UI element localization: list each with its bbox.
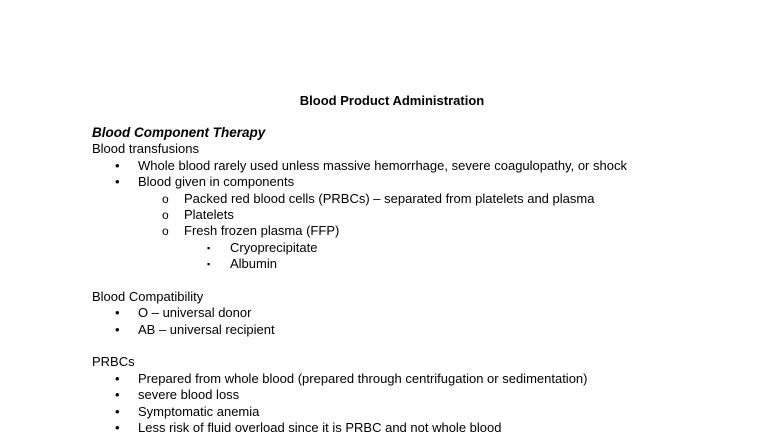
list-item-text: Whole blood rarely used unless massive hemorrhage, severe coagulopathy, or shock [138, 157, 627, 173]
bullet-marker: • [115, 403, 120, 419]
list-item-text: Cryoprecipitate [230, 239, 318, 255]
sub-bullet-marker: o [162, 224, 169, 239]
document-body [92, 125, 772, 436]
list-item [92, 371, 772, 387]
list-item [92, 223, 772, 239]
list-item [92, 207, 772, 223]
list-item [92, 305, 772, 321]
list-item-text: Prepared from whole blood (prepared through centrifugation or sedimentation) [138, 370, 588, 386]
list-item [92, 158, 772, 174]
list-item [92, 174, 772, 190]
list-item-text: Albumin [230, 256, 277, 272]
bullet-marker: • [115, 321, 120, 337]
bullet-marker: • [115, 370, 120, 386]
bullet-marker: • [115, 305, 120, 321]
list-item-text: Less risk of fluid overload since it is PRBC and not whole blood [138, 420, 502, 436]
list-item-text: Packed red blood cells (PRBCs) – separated from platelets and plasma [184, 190, 595, 206]
section-heading-blood-compatibility: Blood Compatibility [92, 288, 204, 304]
list-item [92, 387, 772, 403]
list-item-text: Platelets [184, 206, 234, 222]
bullet-marker: • [115, 420, 120, 436]
bullet-marker: • [115, 387, 120, 403]
sub-sub-bullet-marker: ▪ [207, 259, 211, 270]
list-item-text: severe blood loss [138, 387, 240, 403]
sub-bullet-marker: o [162, 207, 169, 222]
bullet-marker: • [115, 157, 120, 173]
subheading-blood-transfusions: Blood transfusions [92, 141, 199, 157]
spacer [92, 338, 772, 354]
section-heading-blood-component-therapy: Blood Component Therapy [92, 125, 266, 140]
list-item-text: AB – universal recipient [138, 321, 275, 337]
sub-sub-bullet-marker: ▪ [207, 242, 211, 253]
document-title: Blood Product Administration [299, 93, 485, 108]
list-item [92, 420, 772, 436]
list-item [92, 256, 772, 272]
section-heading-prbcs: PRBCs [92, 354, 135, 370]
bullet-marker: • [115, 174, 120, 190]
list-item [92, 191, 772, 207]
list-item [92, 404, 772, 420]
list-item-text: Blood given in components [138, 174, 295, 190]
sub-bullet-marker: o [162, 191, 169, 206]
list-item [92, 322, 772, 338]
list-item [92, 240, 772, 256]
spacer [92, 273, 772, 289]
list-item-text: O – universal donor [138, 305, 252, 321]
list-item-text: Symptomatic anemia [138, 403, 260, 419]
list-item-text: Fresh frozen plasma (FFP) [184, 223, 340, 239]
